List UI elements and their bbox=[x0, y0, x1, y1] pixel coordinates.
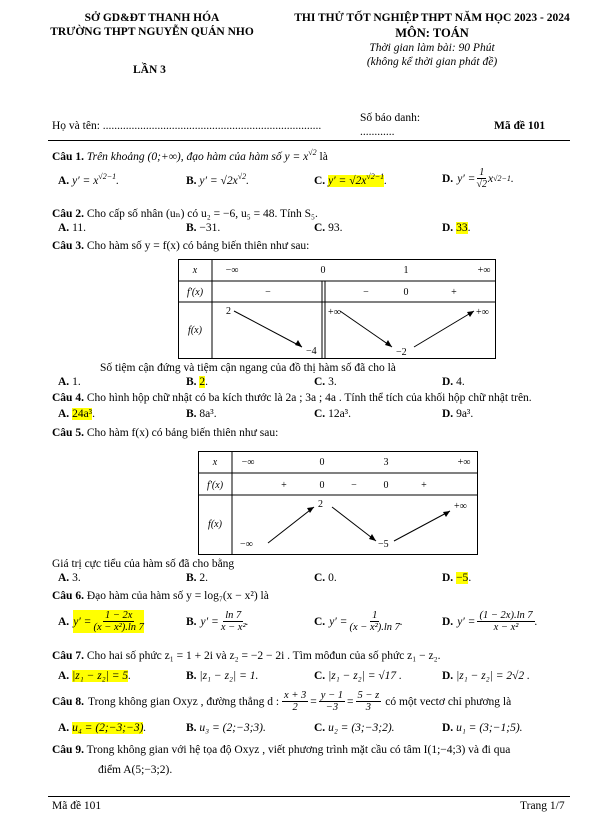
q7-a-text: |z₁ − z₂| = 5 bbox=[72, 670, 129, 682]
q5-x-val-2: 3 bbox=[383, 457, 389, 468]
q6-option-a[interactable] bbox=[58, 610, 144, 633]
q5-fp-sign-3: 0 bbox=[383, 480, 389, 491]
q1-d-sup: √2−1 bbox=[493, 174, 511, 183]
q1-c-end: . bbox=[384, 174, 388, 187]
q8-a-text: u₄ = (2;−3;−3) bbox=[72, 722, 144, 734]
q7-label: Câu 7. bbox=[52, 650, 84, 662]
q8-label: Câu 8. bbox=[52, 695, 84, 708]
q8-b-label: B. bbox=[186, 722, 197, 734]
q8-f1-den: 2 bbox=[292, 702, 298, 713]
q6-a-fraction bbox=[93, 610, 143, 633]
q5-arrow-1 bbox=[268, 507, 314, 543]
q8-c-text: u₂ = (3;−3;2). bbox=[328, 722, 395, 734]
q5-x-val-3: +∞ bbox=[457, 457, 471, 468]
q6-b-pre: y′ = bbox=[200, 615, 219, 628]
exam-note: (không kể thời gian phát đề) bbox=[366, 56, 498, 68]
q3-x-header: x bbox=[192, 265, 198, 276]
q8-f2-num: y − 1 bbox=[320, 690, 344, 701]
q8-f3-num: 5 − z bbox=[357, 690, 380, 701]
q3-fp-sign-1: − bbox=[363, 287, 369, 298]
q1-a-sup: √2−1 bbox=[98, 172, 117, 181]
q4-c-label: C. bbox=[314, 408, 326, 420]
q8-fraction-2 bbox=[319, 690, 345, 713]
q5-label: Câu 5. bbox=[52, 427, 84, 439]
question-4 bbox=[52, 392, 532, 404]
q3-option-d[interactable] bbox=[442, 376, 465, 388]
q3-arrow-2 bbox=[340, 311, 392, 347]
q3-fp-sign-2: 0 bbox=[403, 287, 409, 298]
q5-arrow-3 bbox=[394, 511, 450, 541]
q3-b-label: B. bbox=[186, 376, 197, 388]
q7-b-text: |z₁ − z₂| = 1. bbox=[199, 670, 259, 682]
q4-c-text: 12a³. bbox=[328, 408, 351, 420]
q1-text-end: là bbox=[316, 150, 328, 163]
q8-fraction-3 bbox=[356, 690, 382, 713]
q6-d-fraction bbox=[477, 610, 534, 633]
q7-b-label: B. bbox=[186, 670, 197, 682]
q3-fp-header: f′(x) bbox=[186, 287, 204, 298]
q5-variation-table bbox=[198, 451, 478, 555]
q6-d-label: D. bbox=[442, 615, 454, 628]
q5-fp-sign-4: + bbox=[421, 480, 427, 491]
q2-option-b[interactable] bbox=[186, 222, 220, 234]
q3-f-val-2: +∞ bbox=[328, 307, 341, 318]
subject: MÔN: TOÁN bbox=[395, 26, 469, 40]
q5-x-val-1: 0 bbox=[319, 457, 325, 468]
q5-option-c[interactable] bbox=[314, 572, 337, 584]
q7-option-a[interactable] bbox=[58, 670, 131, 682]
q8-f3-den: 3 bbox=[365, 702, 371, 713]
q3-f-header: f(x) bbox=[188, 325, 202, 336]
q3-arrow-1 bbox=[234, 311, 302, 347]
header-divider bbox=[48, 140, 570, 141]
q5-fp-sign-1: 0 bbox=[319, 480, 325, 491]
q2-c-label: C. bbox=[314, 222, 326, 234]
q6-b-num: ln 7 bbox=[225, 610, 242, 621]
q1-d-den: √2 bbox=[476, 179, 487, 190]
q6-c-label: C. bbox=[314, 615, 326, 628]
q4-a-end: . bbox=[92, 408, 95, 420]
q5-option-a[interactable] bbox=[58, 572, 81, 584]
q1-text: Trên khoảng (0;+∞), đạo hàm của hàm số y = x bbox=[86, 150, 309, 163]
q2-b-label: B. bbox=[186, 222, 197, 234]
q8-option-b[interactable] bbox=[186, 722, 266, 734]
q6-text: Đạo hàm của hàm số y = log₇(x − x²) là bbox=[86, 590, 269, 602]
q9-text-line-2: điểm A(5;−3;2). bbox=[98, 764, 173, 776]
q3-d-label: D. bbox=[442, 376, 454, 388]
q1-d-tail: x bbox=[487, 172, 494, 185]
q5-arrow-2 bbox=[332, 507, 376, 541]
q1-b-sup: √2 bbox=[237, 172, 247, 181]
q5-f-val-0: −∞ bbox=[240, 539, 253, 550]
q3-f-val-4: +∞ bbox=[476, 307, 489, 318]
q4-b-text: 8a³. bbox=[199, 408, 217, 420]
q3-fp-sign-3: + bbox=[451, 287, 457, 298]
q4-b-label: B. bbox=[186, 408, 197, 420]
q1-b-end: . bbox=[246, 174, 249, 187]
q3-label: Câu 3. bbox=[52, 240, 84, 252]
q1-c-answer-highlight bbox=[328, 172, 385, 187]
q1-a-text: y′ = x bbox=[72, 174, 99, 187]
q7-text: Cho hai số phức z₁ = 1 + 2i và z₂ = −2 − 2i . Tìm môđun của số phức z₁ − z₂. bbox=[86, 650, 441, 662]
q3-c-text: 3. bbox=[328, 376, 337, 388]
q5-x-header: x bbox=[212, 457, 218, 468]
q1-c-text: y′ = √2x bbox=[328, 174, 367, 187]
q8-option-d[interactable] bbox=[442, 722, 523, 734]
q5-question: Giá trị cực tiểu của hàm số đã cho bằng bbox=[52, 558, 235, 570]
q6-c-num: 1 bbox=[372, 610, 378, 621]
q6-option-b[interactable] bbox=[186, 610, 249, 633]
sbd-dots: ............ bbox=[360, 126, 395, 138]
q3-x-val-0: −∞ bbox=[225, 265, 239, 276]
q3-fp-sign-0: − bbox=[265, 287, 271, 298]
q3-b-text: 2 bbox=[199, 376, 206, 388]
q5-c-text: 0. bbox=[328, 572, 337, 584]
q5-x-val-0: −∞ bbox=[241, 457, 255, 468]
q4-option-b[interactable] bbox=[186, 408, 217, 420]
q4-a-text: 24a³ bbox=[72, 408, 93, 420]
q4-a-label: A. bbox=[58, 408, 70, 420]
q3-f-val-3: −2 bbox=[396, 347, 407, 358]
q5-d-end: . bbox=[468, 572, 472, 584]
sbd-label: Số báo danh: bbox=[360, 112, 421, 124]
q8-text-post: có một vectơ chỉ phương là bbox=[385, 695, 512, 708]
q1-d-text: y′ = bbox=[457, 172, 476, 185]
q7-c-label: C. bbox=[314, 670, 326, 682]
q6-option-c[interactable] bbox=[314, 610, 403, 633]
q6-b-den: x − x² bbox=[220, 622, 246, 633]
q9-label: Câu 9. bbox=[52, 744, 84, 756]
q1-option-b[interactable] bbox=[186, 172, 249, 187]
q8-f1-num: x + 3 bbox=[284, 690, 307, 701]
q5-b-label: B. bbox=[186, 572, 197, 584]
name-field: Họ và tên: ............................................................................ bbox=[52, 120, 322, 132]
q8-equals-1: = bbox=[310, 695, 317, 708]
q7-option-c[interactable] bbox=[314, 670, 402, 682]
question-1 bbox=[52, 148, 328, 163]
q5-fp-header: f′(x) bbox=[206, 480, 224, 491]
q6-d-pre: y′ = bbox=[457, 615, 476, 628]
q7-a-label: A. bbox=[58, 670, 70, 682]
q8-b-text: u₃ = (2;−3;3). bbox=[199, 722, 266, 734]
q6-a-answer-highlight bbox=[73, 610, 144, 633]
q1-a-end: . bbox=[116, 174, 119, 187]
footer-page-number: Trang 1/7 bbox=[520, 800, 565, 812]
q3-b-end: . bbox=[205, 376, 209, 388]
q6-d-end: . bbox=[534, 615, 538, 628]
q6-d-num: (1 − 2x).ln 7 bbox=[479, 610, 533, 621]
q3-option-b[interactable] bbox=[186, 376, 208, 388]
q7-c-text: |z₁ − z₂| = √17 . bbox=[328, 670, 402, 682]
q7-d-text: |z₁ − z₂| = 2√2 . bbox=[456, 670, 530, 682]
q2-b-text: −31. bbox=[199, 222, 221, 234]
q3-arrow-3 bbox=[414, 311, 474, 347]
q6-c-pre: y′ = bbox=[329, 615, 348, 628]
q1-c-sup: √2−1 bbox=[366, 172, 385, 181]
q3-option-a[interactable] bbox=[58, 376, 81, 388]
question-9 bbox=[52, 744, 510, 756]
q1-d-end: . bbox=[510, 172, 514, 185]
q2-d-label: D. bbox=[442, 222, 454, 234]
q6-b-label: B. bbox=[186, 615, 197, 628]
q1-d-label: D. bbox=[442, 172, 454, 185]
q5-f-val-3: +∞ bbox=[454, 501, 467, 512]
q5-b-text: 2. bbox=[199, 572, 209, 584]
q6-option-d[interactable] bbox=[442, 610, 537, 633]
q2-option-a[interactable] bbox=[58, 222, 86, 234]
footer-exam-code: Mã đề 101 bbox=[52, 800, 102, 812]
q5-d-label: D. bbox=[442, 572, 454, 584]
q5-f-header: f(x) bbox=[208, 519, 222, 530]
q8-fraction-1 bbox=[282, 690, 308, 713]
q7-a-end: . bbox=[128, 670, 131, 682]
q5-f-val-2: −5 bbox=[378, 539, 389, 550]
q1-text-sup: √2 bbox=[308, 148, 317, 157]
q1-option-a[interactable] bbox=[58, 172, 119, 187]
question-3 bbox=[52, 240, 309, 252]
q3-option-c[interactable] bbox=[314, 376, 337, 388]
q1-c-label: C. bbox=[314, 174, 326, 187]
q1-d-num: 1 bbox=[479, 167, 485, 178]
q6-a-label: A. bbox=[58, 615, 70, 628]
q1-b-label: B. bbox=[186, 174, 197, 187]
q5-a-text: 3. bbox=[72, 572, 81, 584]
q8-text-pre: Trong không gian Oxyz , đường thẳng d : bbox=[87, 695, 280, 708]
q4-option-d[interactable] bbox=[442, 408, 473, 420]
q1-option-d[interactable] bbox=[442, 167, 514, 190]
q4-option-c[interactable] bbox=[314, 408, 351, 420]
q6-c-den: (x − x²).ln 7 bbox=[349, 622, 400, 633]
q8-equals-2: = bbox=[347, 695, 354, 708]
q2-d-end: . bbox=[467, 222, 471, 234]
q3-x-val-1: 0 bbox=[320, 265, 326, 276]
q5-c-label: C. bbox=[314, 572, 326, 584]
q5-text: Cho hàm f(x) có bảng biến thiên như sau: bbox=[86, 427, 279, 439]
q2-d-text: 33 bbox=[456, 222, 468, 234]
q1-d-fraction bbox=[476, 167, 487, 190]
exam-time: Thời gian làm bài: 90 Phút bbox=[369, 42, 495, 54]
q6-c-end: . bbox=[399, 615, 403, 628]
q4-d-text: 9a³. bbox=[456, 408, 474, 420]
q8-a-label: A. bbox=[58, 722, 70, 734]
dept-name: SỞ GD&ĐT THANH HÓA bbox=[84, 12, 220, 24]
q6-a-pre: y′ = bbox=[73, 615, 92, 628]
q2-text: Cho cấp số nhân (uₙ) có u₂ = −6, u₅ = 48. Tính S₅. bbox=[86, 208, 318, 220]
q9-text: Trong không gian với hệ tọa độ Oxyz , viết phương trình mặt cầu có tâm I(1;−4;3) và đi qua bbox=[86, 744, 511, 756]
q5-fp-sign-0: + bbox=[281, 480, 287, 491]
q6-a-num: 1 − 2x bbox=[104, 610, 133, 621]
q2-option-d[interactable] bbox=[442, 222, 470, 234]
school-name: TRƯỜNG THPT NGUYỄN QUÁN NHO bbox=[50, 26, 254, 38]
q2-a-label: A. bbox=[58, 222, 70, 234]
q8-d-text: u₁ = (3;−1;5). bbox=[456, 722, 523, 734]
q1-option-c[interactable] bbox=[314, 172, 387, 187]
q3-c-label: C. bbox=[314, 376, 326, 388]
q6-a-den: (x − x²).ln 7 bbox=[93, 622, 144, 633]
q3-variation-table bbox=[178, 259, 496, 359]
q3-d-text: 4. bbox=[456, 376, 465, 388]
q5-fp-sign-2: − bbox=[351, 480, 357, 491]
q7-option-b[interactable] bbox=[186, 670, 258, 682]
question-7 bbox=[52, 650, 441, 662]
q7-option-d[interactable] bbox=[442, 670, 530, 682]
q8-d-label: D. bbox=[442, 722, 454, 734]
q3-arrowhead-2 bbox=[385, 340, 392, 347]
q3-a-label: A. bbox=[58, 376, 70, 388]
q3-x-val-3: +∞ bbox=[477, 265, 491, 276]
q8-option-a[interactable] bbox=[58, 722, 146, 734]
exam-code: Mã đề 101 bbox=[494, 120, 546, 132]
q8-a-end: . bbox=[143, 722, 147, 734]
q2-c-text: 93. bbox=[328, 222, 343, 234]
q2-label: Câu 2. bbox=[52, 208, 84, 220]
q1-label: Câu 1. bbox=[52, 150, 84, 163]
q4-option-a[interactable] bbox=[58, 408, 95, 420]
question-5 bbox=[52, 427, 278, 439]
question-2 bbox=[52, 206, 318, 220]
q8-c-label: C. bbox=[314, 722, 326, 734]
q1-a-label: A. bbox=[58, 174, 70, 187]
q6-b-end: . bbox=[245, 615, 249, 628]
q5-option-d[interactable] bbox=[442, 572, 471, 584]
q5-f-val-1: 2 bbox=[318, 499, 323, 510]
q5-d-text: −5 bbox=[456, 572, 469, 584]
q6-d-den: x − x² bbox=[493, 622, 519, 633]
q3-a-text: 1. bbox=[72, 376, 81, 388]
question-6 bbox=[52, 590, 269, 602]
q3-f-val-1: −4 bbox=[306, 346, 317, 357]
q7-d-label: D. bbox=[442, 670, 454, 682]
q1-b-text: y′ = √2x bbox=[199, 174, 238, 187]
footer-divider bbox=[48, 796, 570, 797]
q3-text: Cho hàm số y = f(x) có bảng biến thiên như sau: bbox=[86, 240, 310, 252]
q3-question: Số tiệm cận đứng và tiệm cận ngang của đồ thị hàm số đã cho là bbox=[100, 362, 396, 374]
exam-title: THI THỬ TỐT NGHIỆP THPT NĂM HỌC 2023 - 2024 bbox=[294, 12, 570, 24]
q8-f2-den: −3 bbox=[325, 702, 339, 713]
q5-a-label: A. bbox=[58, 572, 70, 584]
q8-option-c[interactable] bbox=[314, 722, 395, 734]
q4-label: Câu 4. bbox=[52, 392, 84, 404]
exam-round: LẦN 3 bbox=[133, 64, 166, 76]
q5-option-b[interactable] bbox=[186, 572, 208, 584]
q2-option-c[interactable] bbox=[314, 222, 342, 234]
q4-text: Cho hình hộp chữ nhật có ba kích thước là 2a ; 3a ; 4a . Tính thể tích của khối hộp chữ nhật trên. bbox=[86, 392, 532, 404]
q6-c-fraction bbox=[349, 610, 399, 633]
q5-arrowhead-2 bbox=[369, 534, 376, 541]
q6-b-fraction bbox=[221, 610, 246, 633]
q3-x-val-2: 1 bbox=[403, 265, 409, 276]
q6-label: Câu 6. bbox=[52, 590, 84, 602]
q4-d-label: D. bbox=[442, 408, 454, 420]
q3-arrowhead-1 bbox=[295, 340, 302, 347]
q2-a-text: 11. bbox=[72, 222, 87, 234]
question-8 bbox=[52, 690, 511, 713]
q3-f-val-0: 2 bbox=[226, 306, 231, 317]
